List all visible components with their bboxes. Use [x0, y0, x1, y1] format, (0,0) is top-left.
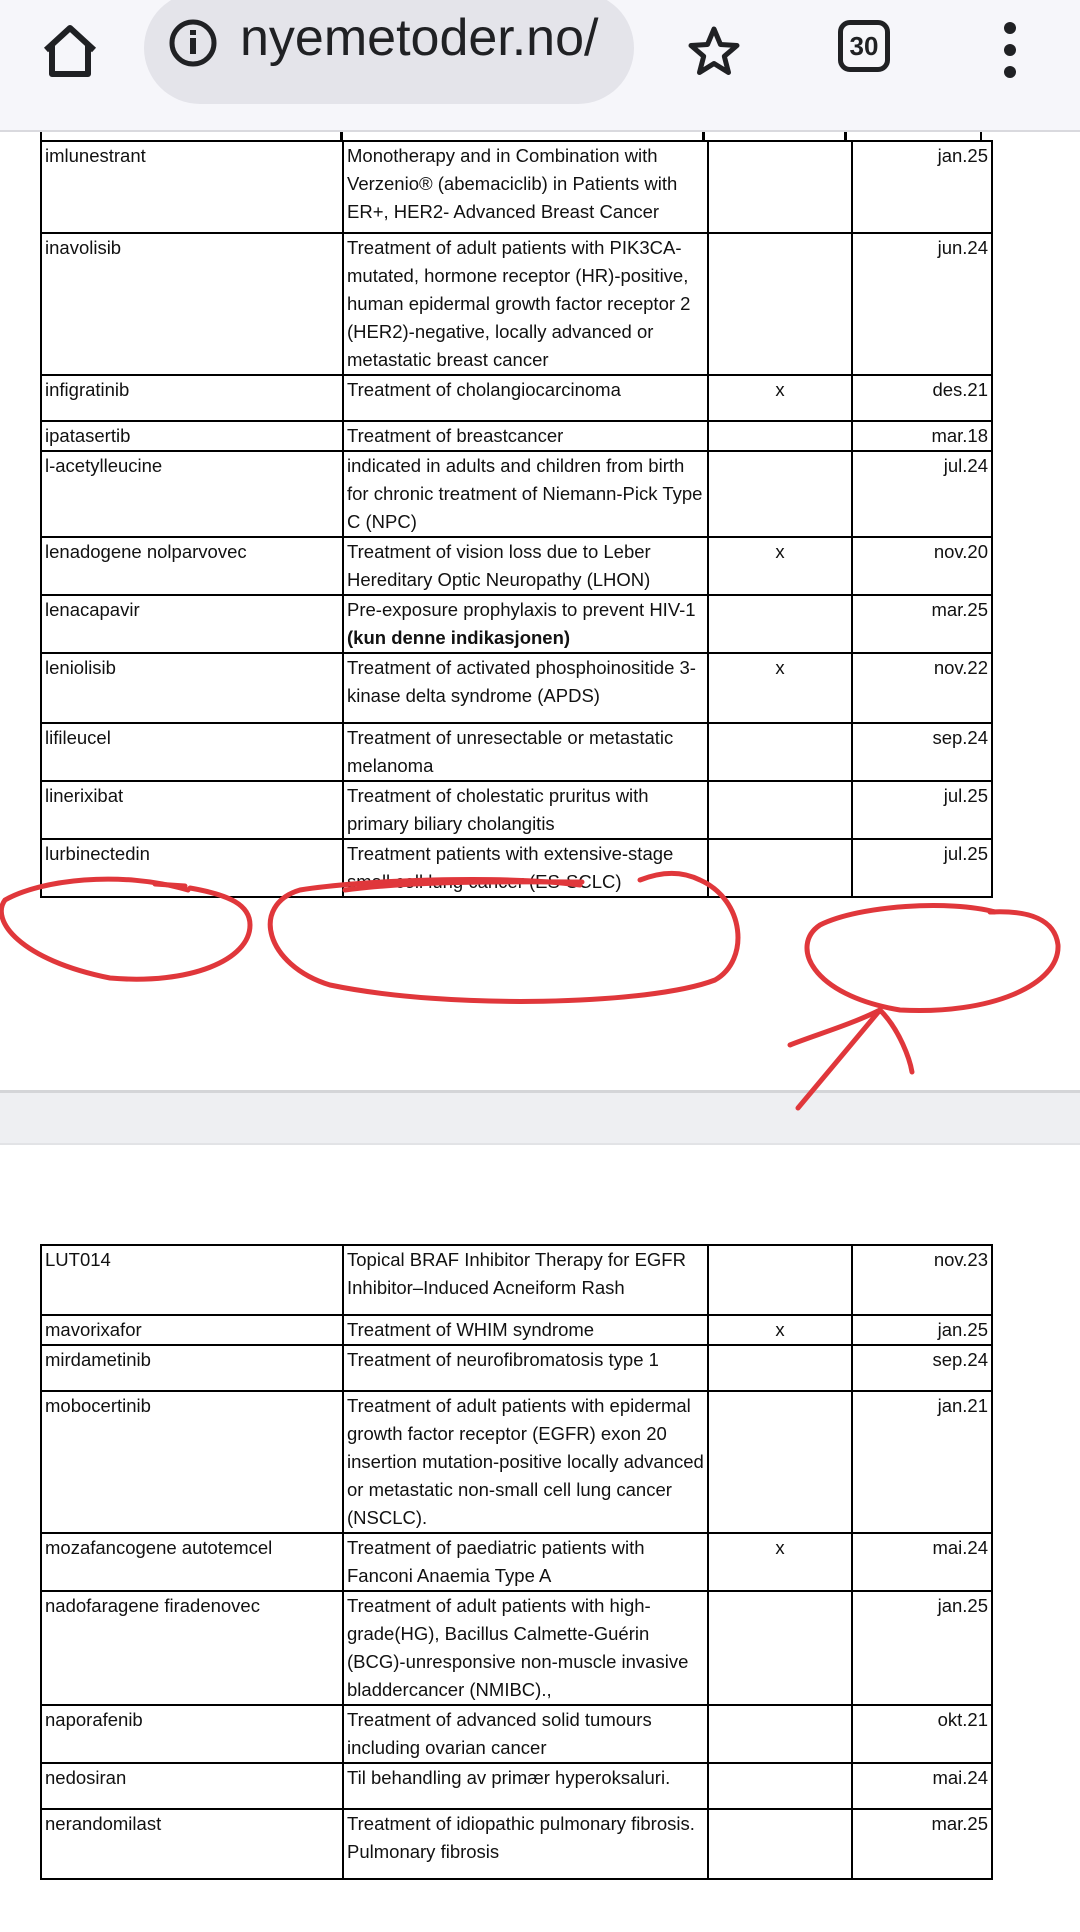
mark-cell: x [708, 537, 852, 595]
indication-cell: Treatment of adult patients with PIK3CA-mutated, hormone receptor (HR)-positive, human epidermal growth factor receptor 2 (HER2)-negative, locally advanced or metastatic breast cancer [343, 233, 708, 375]
mark-cell [708, 595, 852, 653]
date-cell: jan.21 [852, 1391, 992, 1533]
drug-name-cell: mobocertinib [41, 1391, 343, 1533]
drug-name-cell: linerixibat [41, 781, 343, 839]
drug-name-cell: ipatasertib [41, 421, 343, 451]
table-row [41, 375, 992, 421]
table-row [41, 653, 992, 723]
date-cell: okt.21 [852, 1705, 992, 1763]
document-page-1 [0, 130, 1080, 1090]
mark-cell: x [708, 653, 852, 723]
drug-table-page-1 [40, 140, 993, 898]
table-row [41, 839, 992, 897]
date-cell: jun.24 [852, 233, 992, 375]
mark-cell [708, 1245, 852, 1315]
mark-cell [708, 723, 852, 781]
mark-cell [708, 1391, 852, 1533]
indication-cell: indicated in adults and children from birth for chronic treatment of Niemann-Pick Type C (NPC) [343, 451, 708, 537]
indication-cell: Treatment of cholangiocarcinoma [343, 375, 708, 421]
date-cell: mar.18 [852, 421, 992, 451]
mark-cell: x [708, 375, 852, 421]
browser-toolbar [0, 0, 1080, 132]
drug-name-cell: l-acetylleucine [41, 451, 343, 537]
indication-cell: Treatment of adult patients with epidermal growth factor receptor (EGFR) exon 20 insertion mutation-positive locally advanced or metastatic non-small cell lung cancer (NSCLC). [343, 1391, 708, 1533]
date-cell: sep.24 [852, 1345, 992, 1391]
drug-name-cell: nedosiran [41, 1763, 343, 1809]
mark-cell: x [708, 1533, 852, 1591]
indication-cell: Treatment of unresectable or metastatic melanoma [343, 723, 708, 781]
mark-cell [708, 421, 852, 451]
star-icon[interactable] [686, 24, 742, 80]
date-cell: nov.20 [852, 537, 992, 595]
drug-name-cell: mavorixafor [41, 1315, 343, 1345]
date-cell: mar.25 [852, 595, 992, 653]
indication-cell: Treatment of vision loss due to Leber Hereditary Optic Neuropathy (LHON) [343, 537, 708, 595]
drug-name-cell: mirdametinib [41, 1345, 343, 1391]
drug-name-cell: infigratinib [41, 375, 343, 421]
table-row [41, 233, 992, 375]
menu-icon[interactable] [1000, 20, 1020, 80]
table-row [41, 1763, 992, 1809]
table-row [41, 723, 992, 781]
date-cell: jan.25 [852, 1315, 992, 1345]
indication-cell: Treatment of activated phosphoinositide 3-kinase delta syndrome (APDS) [343, 653, 708, 723]
indication-note: (kun denne indikasjonen) [347, 627, 571, 648]
indication-cell: Treatment patients with extensive-stage small cell lung cancer (ES-SCLC) [343, 839, 708, 897]
mark-cell [708, 1345, 852, 1391]
mark-cell [708, 141, 852, 233]
drug-name-cell: mozafancogene autotemcel [41, 1533, 343, 1591]
mark-cell [708, 781, 852, 839]
url-text[interactable]: nyemetoder.no/ [240, 9, 599, 67]
date-cell: des.21 [852, 375, 992, 421]
date-cell: mai.24 [852, 1763, 992, 1809]
indication-cell: Monotherapy and in Combination with Verzenio® (abemaciclib) in Patients with ER+, HER2- Advanced Breast Cancer [343, 141, 708, 233]
tabs-icon[interactable]: 30 [838, 20, 890, 72]
table-row [41, 1809, 992, 1879]
date-cell: jul.24 [852, 451, 992, 537]
table-row [41, 1591, 992, 1705]
indication-cell: Treatment of breastcancer [343, 421, 708, 451]
mark-cell [708, 451, 852, 537]
table-row [41, 595, 992, 653]
table-row [41, 1705, 992, 1763]
mark-cell [708, 233, 852, 375]
indication-cell: Treatment of paediatric patients with Fanconi Anaemia Type A [343, 1533, 708, 1591]
indication-cell: Treatment of WHIM syndrome [343, 1315, 708, 1345]
document-page-2 [0, 1140, 1080, 1932]
info-icon[interactable] [168, 18, 218, 68]
mark-cell [708, 1591, 852, 1705]
mark-cell [708, 1763, 852, 1809]
drug-name-cell: lenadogene nolparvovec [41, 537, 343, 595]
page-separator [0, 1090, 1080, 1145]
date-cell: jul.25 [852, 839, 992, 897]
drug-name-cell: naporafenib [41, 1705, 343, 1763]
date-cell: nov.23 [852, 1245, 992, 1315]
drug-name-cell: LUT014 [41, 1245, 343, 1315]
indication-cell: Topical BRAF Inhibitor Therapy for EGFR Inhibitor–Induced Acneiform Rash [343, 1245, 708, 1315]
address-bar[interactable] [144, 0, 634, 104]
mark-cell [708, 839, 852, 897]
table-row [41, 1391, 992, 1533]
drug-name-cell: imlunestrant [41, 141, 343, 233]
indication-cell: Treatment of advanced solid tumours including ovarian cancer [343, 1705, 708, 1763]
table-row [41, 1315, 992, 1345]
table-row [41, 141, 992, 233]
table-row [41, 1533, 992, 1591]
table-row [41, 1345, 992, 1391]
date-cell: sep.24 [852, 723, 992, 781]
drug-name-cell: inavolisib [41, 233, 343, 375]
drug-name-cell: nadofaragene firadenovec [41, 1591, 343, 1705]
table-row [41, 1245, 992, 1315]
drug-table-page-2 [40, 1244, 993, 1880]
drug-name-cell: leniolisib [41, 653, 343, 723]
drug-name-cell: lifileucel [41, 723, 343, 781]
drug-name-cell: lenacapavir [41, 595, 343, 653]
date-cell: nov.22 [852, 653, 992, 723]
date-cell: jan.25 [852, 1591, 992, 1705]
date-cell: mai.24 [852, 1533, 992, 1591]
drug-name-cell: lurbinectedin [41, 839, 343, 897]
date-cell: jul.25 [852, 781, 992, 839]
mark-cell [708, 1705, 852, 1763]
indication-cell: Treatment of idiopathic pulmonary fibrosis. Pulmonary fibrosis [343, 1809, 708, 1879]
indication-cell: Treatment of adult patients with high-grade(HG), Bacillus Calmette-Guérin (BCG)-unresponsive non-muscle invasive bladdercancer (NMIBC)., [343, 1591, 708, 1705]
indication-cell: Pre-exposure prophylaxis to prevent HIV-1 (kun denne indikasjonen) [343, 595, 708, 653]
indication-cell: Til behandling av primær hyperoksaluri. [343, 1763, 708, 1809]
drug-name-cell: nerandomilast [41, 1809, 343, 1879]
indication-cell: Treatment of neurofibromatosis type 1 [343, 1345, 708, 1391]
date-cell: mar.25 [852, 1809, 992, 1879]
table-row [41, 451, 992, 537]
table-row [41, 421, 992, 451]
date-cell: jan.25 [852, 141, 992, 233]
indication-cell: Treatment of cholestatic pruritus with primary biliary cholangitis [343, 781, 708, 839]
table-row [41, 537, 992, 595]
home-icon[interactable] [40, 20, 100, 80]
mark-cell: x [708, 1315, 852, 1345]
mark-cell [708, 1809, 852, 1879]
table-row [41, 781, 992, 839]
